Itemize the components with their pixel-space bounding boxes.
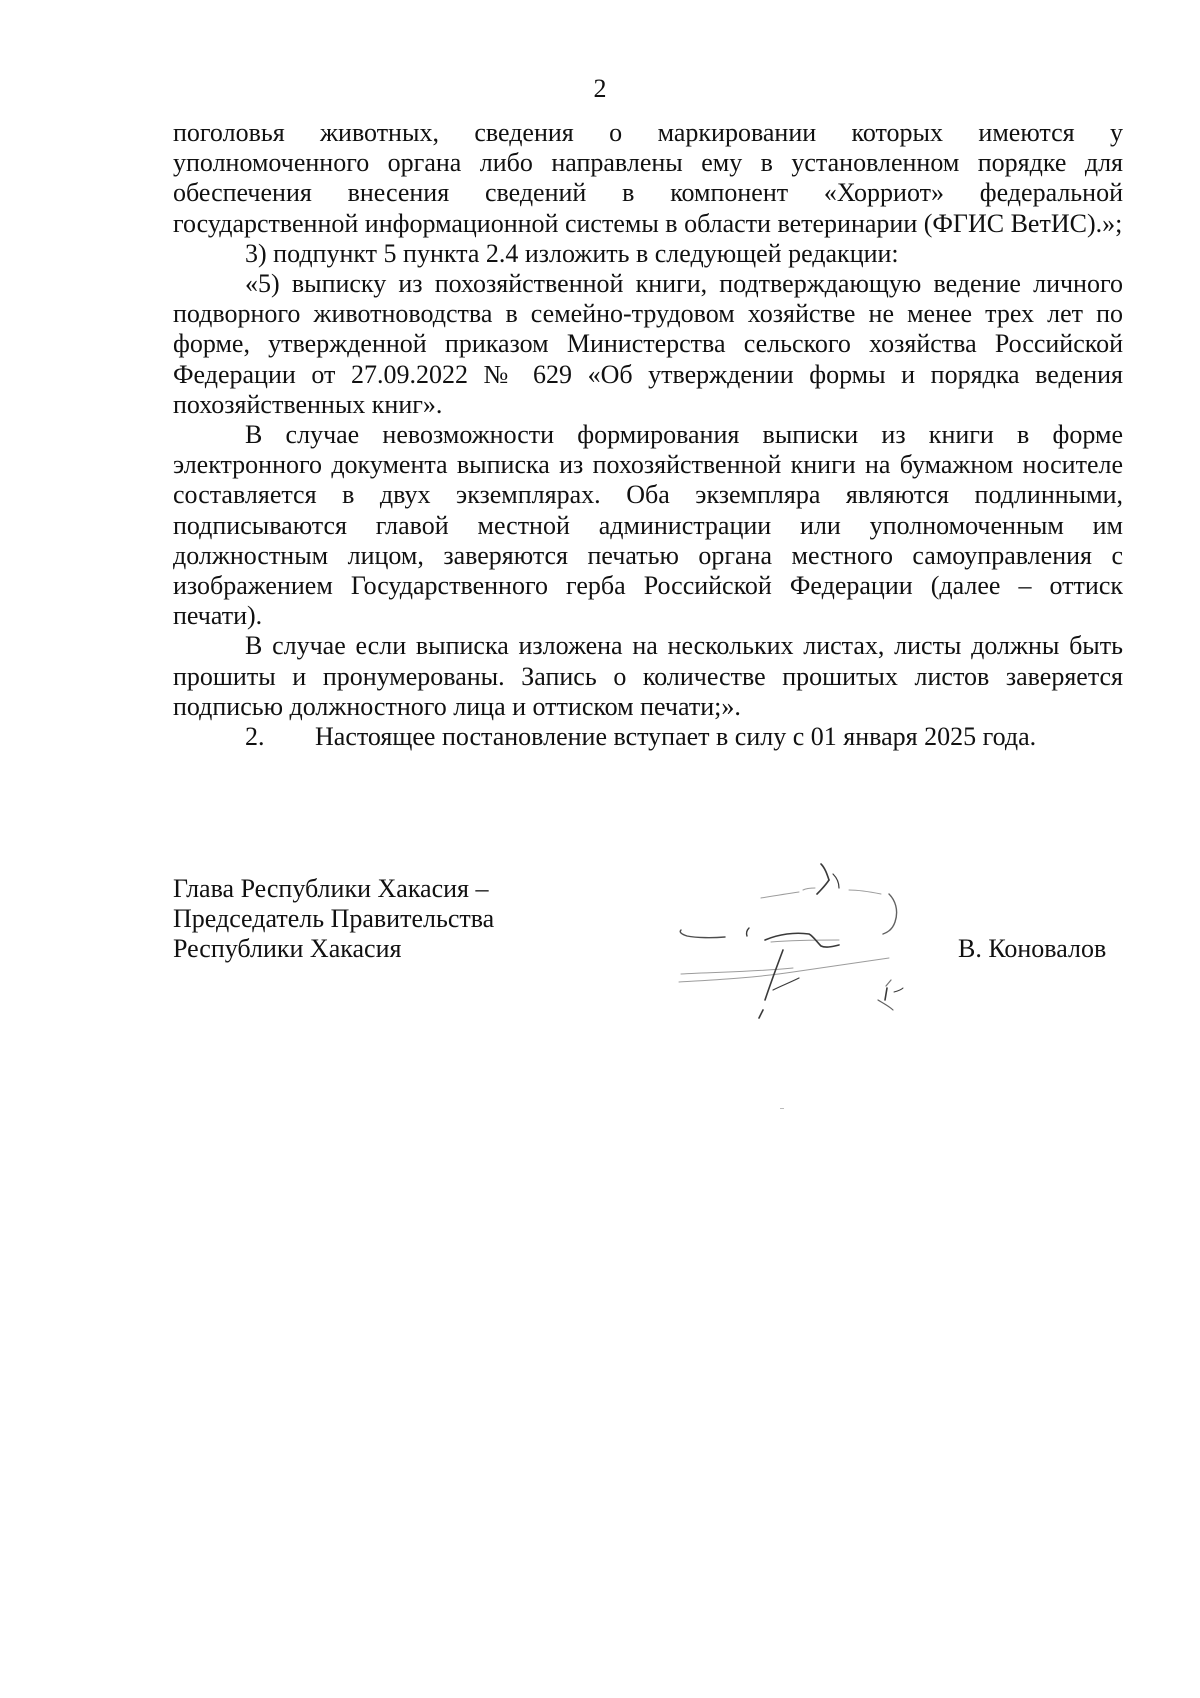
paragraph-subpoint-3: 3) подпункт 5 пункта 2.4 изложить в следующей редакции: [245, 238, 899, 268]
item-number: 2. [245, 722, 265, 752]
paragraph-continuation: поголовья животных, сведения о маркировании которых имеются у уполномоченного органа либо направлены ему в установленном порядке для обеспечения внесения сведений в компонент «Хорриот» федеральной государственной информационной системы в области ветеринарии (ФГИС ВетИС).»; [173, 118, 1123, 238]
document-body [173, 118, 1123, 752]
signer-title-line: Глава Республики Хакасия – [173, 874, 489, 903]
item-text: Настоящее постановление вступает в силу с 01 января 2025 года. [315, 722, 1037, 752]
paragraph-paper-extract: В случае невозможности формирования выписки из книги в форме электронного документа выписка из похозяйственной книги на бумажном носителе составляется в двух экземплярах. Оба экземпляра являются подлинными, подписываются главой местной администрации или уполномоченным им должностным лицом, заверяются печатью органа местного самоуправления с изображением Государственного герба Российской Федерации (далее – оттиск печати). [173, 420, 1123, 631]
paragraph-subpoint-5-text: «5) выписку из похозяйственной книги, подтверждающую ведение личного подворного животноводства в семейно-трудовом хозяйстве не менее трех лет по форме, утвержденной приказом Министерства сельского хозяйства Российской Федерации от 27.09.2022 № 629 «Об утверждении формы и порядка ведения похозяйственных книг». [173, 269, 1123, 419]
signer-title-line: Республики Хакасия [173, 934, 402, 964]
handwritten-signature [563, 850, 923, 1030]
signer-name: В. Коновалов [958, 934, 1107, 963]
page-number: 2 [593, 74, 607, 103]
signer-title-line: Председатель Правительства [173, 904, 495, 934]
scan-speck [780, 1108, 784, 1109]
paragraph-multiple-sheets: В случае если выписка изложена на нескольких листах, листы должны быть прошиты и пронумерованы. Запись о количестве прошитых листов заверяется подписью должностного лица и оттиском печати;». [173, 631, 1123, 721]
numbered-item-2 [173, 722, 1123, 752]
signer-title [173, 874, 553, 965]
signature-block [173, 874, 1123, 1034]
